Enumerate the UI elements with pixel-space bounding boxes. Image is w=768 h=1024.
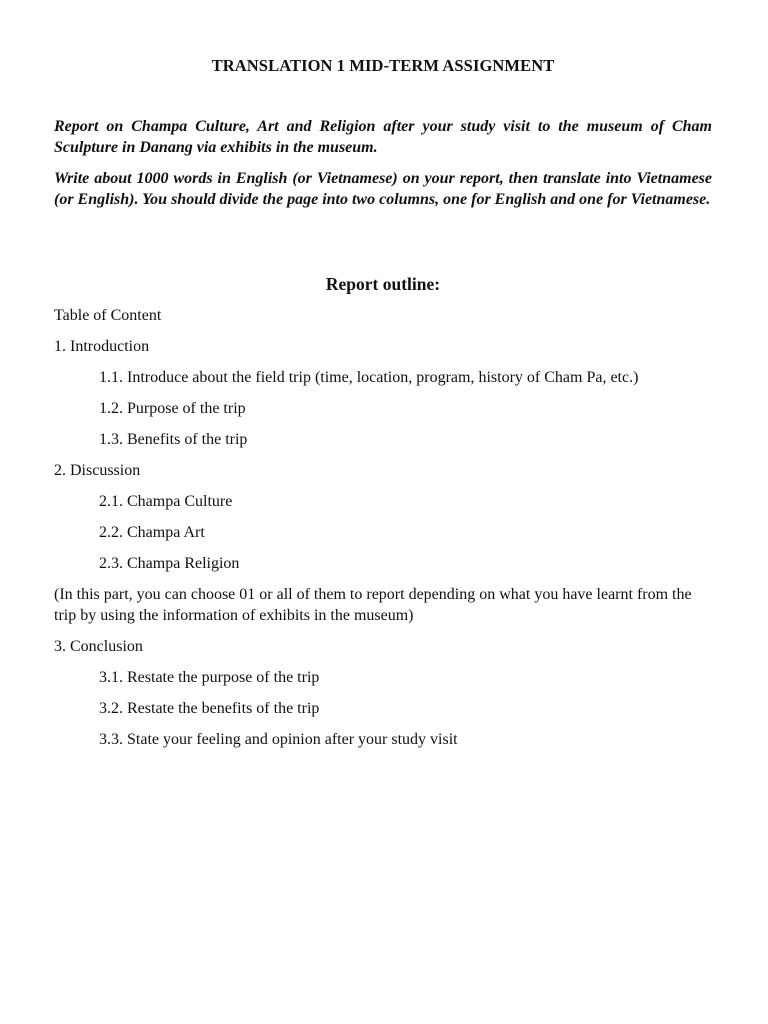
outline-item: 1.2. Purpose of the trip	[99, 400, 246, 417]
outline-item: 2.3. Champa Religion	[99, 555, 240, 572]
outline-item: 2.2. Champa Art	[99, 524, 205, 541]
document-title: TRANSLATION 1 MID-TERM ASSIGNMENT	[211, 56, 555, 75]
discussion-note: (In this part, you can choose 01 or all of them to report depending on what you have learnt from the trip by using the information of exhibits in the museum)	[54, 586, 692, 624]
report-outline	[54, 305, 712, 760]
outline-item: 3.3. State your feeling and opinion after your study visit	[99, 731, 458, 748]
assignment-instructions	[54, 116, 712, 220]
section-heading-introduction: 1. Introduction	[54, 338, 150, 355]
outline-item: 3.2. Restate the benefits of the trip	[99, 700, 320, 717]
instruction-paragraph-writing: Write about 1000 words in English (or Vietnamese) on your report, then translate into Vietnamese (or English). You should divide the page into two columns, one for English and one for Vietnamese.	[54, 170, 712, 208]
outline-item: 3.1. Restate the purpose of the trip	[99, 669, 320, 686]
section-heading-discussion: 2. Discussion	[54, 462, 141, 479]
outline-item: 1.1. Introduce about the field trip (time, location, program, history of Cham Pa, etc.)	[99, 369, 639, 386]
instruction-paragraph-report: Report on Champa Culture, Art and Religion after your study visit to the museum of Cham Sculpture in Danang via exhibits in the museum.	[54, 118, 712, 156]
outline-item: 2.1. Champa Culture	[99, 493, 233, 510]
outline-heading: Report outline:	[325, 274, 441, 294]
outline-item: 1.3. Benefits of the trip	[99, 431, 248, 448]
table-of-content-label: Table of Content	[54, 307, 162, 324]
section-heading-conclusion: 3. Conclusion	[54, 638, 143, 655]
